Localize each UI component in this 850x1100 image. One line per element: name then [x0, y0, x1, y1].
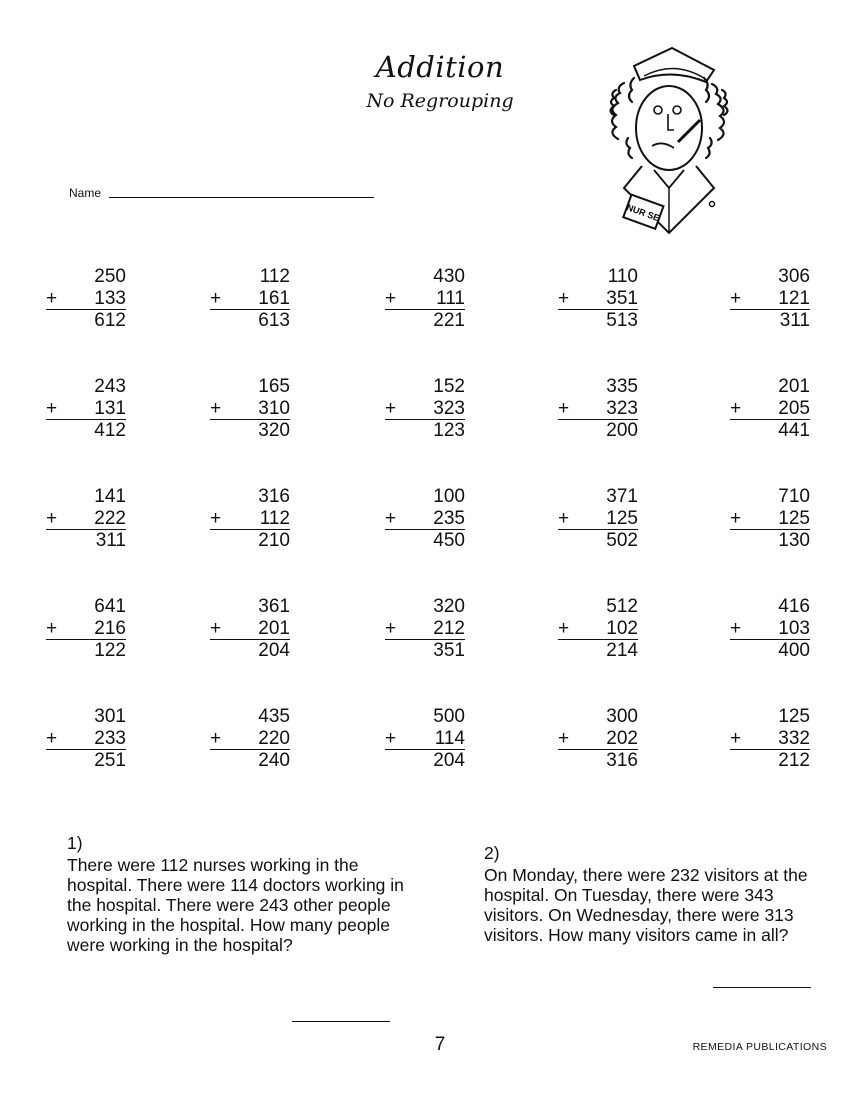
addend-top: 320	[433, 596, 465, 617]
addend-bottom-row	[46, 398, 126, 420]
addend-bottom: 112	[259, 508, 290, 529]
addend-top: 500	[433, 706, 465, 727]
addition-problem	[385, 706, 465, 772]
answer[interactable]: 441	[730, 419, 810, 442]
answer[interactable]: 221	[385, 309, 465, 332]
addend-bottom: 222	[94, 508, 126, 529]
plus-sign: +	[46, 508, 58, 529]
answer[interactable]: 122	[46, 639, 126, 662]
addition-problem	[558, 596, 638, 662]
addend-bottom: 202	[606, 728, 638, 749]
addend-bottom: 102	[606, 618, 638, 639]
name-label: Name	[69, 186, 102, 200]
answer[interactable]: 130	[730, 529, 810, 552]
addend-top: 335	[606, 376, 638, 397]
addition-problem	[385, 486, 465, 552]
addend-top: 301	[94, 706, 126, 727]
answer-line-2[interactable]	[713, 987, 811, 988]
addition-problem	[385, 266, 465, 332]
plus-sign: +	[46, 618, 58, 639]
addition-problem	[730, 266, 810, 332]
addend-bottom: 216	[94, 618, 126, 639]
addend-top: 152	[433, 376, 465, 397]
addend-bottom: 220	[258, 728, 290, 749]
answer[interactable]: 214	[558, 639, 638, 662]
addition-problem	[730, 706, 810, 772]
addend-bottom: 233	[94, 728, 126, 749]
addition-problem	[210, 596, 290, 662]
addend-top: 243	[94, 376, 126, 397]
answer[interactable]: 400	[730, 639, 810, 662]
addend-top: 250	[94, 266, 126, 287]
addend-top: 201	[778, 376, 810, 397]
plus-sign: +	[385, 288, 397, 309]
answer[interactable]: 123	[385, 419, 465, 442]
answer-line-1[interactable]	[292, 1021, 390, 1022]
addend-bottom: 323	[433, 398, 465, 419]
addend-bottom-row	[210, 398, 290, 420]
addend-top: 371	[606, 486, 638, 507]
addend-bottom-row	[385, 398, 465, 420]
addition-problem	[558, 706, 638, 772]
word-problem-number: 1)	[67, 833, 83, 853]
addend-top: 141	[94, 486, 126, 507]
word-problem-1	[67, 833, 407, 955]
addition-problem	[730, 376, 810, 442]
answer[interactable]: 240	[210, 749, 290, 772]
plus-sign: +	[46, 288, 58, 309]
addition-problem	[210, 706, 290, 772]
name-field[interactable]	[69, 184, 374, 202]
addend-bottom-row	[558, 288, 638, 310]
answer[interactable]: 613	[210, 309, 290, 332]
word-problem-2	[484, 843, 824, 945]
addend-bottom-row	[558, 728, 638, 750]
answer[interactable]: 204	[385, 749, 465, 772]
plus-sign: +	[210, 288, 222, 309]
addend-bottom-row	[46, 728, 126, 750]
addend-bottom: 125	[778, 508, 810, 529]
addend-top: 125	[778, 706, 810, 727]
addend-bottom-row	[210, 288, 290, 310]
addend-bottom: 235	[433, 508, 465, 529]
answer[interactable]: 200	[558, 419, 638, 442]
name-line[interactable]	[109, 197, 374, 198]
answer[interactable]: 311	[46, 529, 126, 552]
addend-bottom: 133	[94, 288, 126, 309]
addition-problem	[46, 376, 126, 442]
answer[interactable]: 311	[730, 309, 810, 332]
addend-bottom: 323	[606, 398, 638, 419]
addend-bottom: 201	[258, 618, 290, 639]
addend-top: 100	[433, 486, 465, 507]
addend-bottom-row	[730, 618, 810, 640]
plus-sign: +	[210, 398, 222, 419]
answer[interactable]: 351	[385, 639, 465, 662]
addend-top: 110	[607, 266, 638, 287]
addition-problem	[730, 596, 810, 662]
plus-sign: +	[210, 728, 222, 749]
addend-bottom-row	[730, 728, 810, 750]
addend-bottom-row	[210, 728, 290, 750]
answer[interactable]: 210	[210, 529, 290, 552]
plus-sign: +	[730, 618, 742, 639]
plus-sign: +	[385, 728, 397, 749]
addend-top: 300	[606, 706, 638, 727]
plus-sign: +	[558, 508, 570, 529]
answer[interactable]: 204	[210, 639, 290, 662]
addend-top: 112	[259, 266, 290, 287]
addend-bottom-row	[730, 508, 810, 530]
plus-sign: +	[210, 508, 222, 529]
plus-sign: +	[385, 398, 397, 419]
addend-bottom-row	[385, 728, 465, 750]
addend-bottom-row	[210, 618, 290, 640]
plus-sign: +	[730, 728, 742, 749]
addend-bottom: 103	[778, 618, 810, 639]
addition-problem	[385, 596, 465, 662]
addend-top: 435	[258, 706, 290, 727]
addend-bottom-row	[730, 398, 810, 420]
addend-bottom: 205	[778, 398, 810, 419]
word-problem-text: On Monday, there were 232 visitors at the hospital. On Tuesday, there were 343 visitors. On Wednesday, there were 313 visitors. How many visitors came in all?	[484, 865, 808, 945]
plus-sign: +	[46, 398, 58, 419]
answer[interactable]: 612	[46, 309, 126, 332]
addend-bottom-row	[46, 508, 126, 530]
plus-sign: +	[730, 398, 742, 419]
addend-bottom-row	[385, 618, 465, 640]
addition-problem	[46, 486, 126, 552]
addend-top: 361	[258, 596, 290, 617]
addend-bottom: 161	[258, 288, 290, 309]
addition-problem	[210, 486, 290, 552]
addend-bottom: 310	[258, 398, 290, 419]
addition-problem	[46, 596, 126, 662]
addition-problem	[210, 376, 290, 442]
addend-top: 316	[258, 486, 290, 507]
addend-top: 430	[433, 266, 465, 287]
plus-sign: +	[558, 728, 570, 749]
addend-bottom: 121	[778, 288, 810, 309]
answer[interactable]: 212	[730, 749, 810, 772]
addition-problem	[558, 266, 638, 332]
answer[interactable]: 502	[558, 529, 638, 552]
answer[interactable]: 513	[558, 309, 638, 332]
addition-problem	[730, 486, 810, 552]
page-number: 7	[434, 1034, 446, 1055]
plus-sign: +	[730, 508, 742, 529]
addend-bottom: 332	[778, 728, 810, 749]
answer[interactable]: 320	[210, 419, 290, 442]
answer[interactable]: 412	[46, 419, 126, 442]
addend-bottom: 114	[434, 728, 465, 749]
addend-bottom: 212	[433, 618, 465, 639]
plus-sign: +	[385, 618, 397, 639]
addend-bottom: 131	[94, 398, 126, 419]
plus-sign: +	[730, 288, 742, 309]
addend-top: 512	[606, 596, 638, 617]
plus-sign: +	[558, 288, 570, 309]
addend-bottom: 111	[436, 288, 465, 309]
addition-problem	[558, 486, 638, 552]
addend-bottom-row	[385, 508, 465, 530]
addend-top: 641	[94, 596, 126, 617]
plus-sign: +	[558, 618, 570, 639]
addition-problem	[210, 266, 290, 332]
addition-problem	[385, 376, 465, 442]
page-title: Addition	[375, 50, 505, 84]
addend-bottom-row	[46, 288, 126, 310]
plus-sign: +	[558, 398, 570, 419]
addend-bottom: 125	[606, 508, 638, 529]
addend-bottom-row	[46, 618, 126, 640]
addend-bottom-row	[385, 288, 465, 310]
plus-sign: +	[210, 618, 222, 639]
badge-text: NUR SE	[625, 202, 661, 224]
addend-bottom-row	[558, 618, 638, 640]
addend-bottom-row	[730, 288, 810, 310]
addend-bottom-row	[210, 508, 290, 530]
word-problem-number: 2)	[484, 843, 500, 863]
addend-top: 710	[778, 486, 810, 507]
addend-top: 306	[778, 266, 810, 287]
answer[interactable]: 316	[558, 749, 638, 772]
addition-problem	[558, 376, 638, 442]
plus-sign: +	[385, 508, 397, 529]
addend-top: 416	[778, 596, 810, 617]
nurse-illustration	[594, 38, 744, 238]
word-problem-text: There were 112 nurses working in the hospital. There were 114 doctors working in the hospital. There were 243 other people working in the hospital. How many people were working in the hospital?	[67, 855, 404, 955]
answer[interactable]: 450	[385, 529, 465, 552]
addend-bottom-row	[558, 508, 638, 530]
addition-problem	[46, 706, 126, 772]
answer[interactable]: 251	[46, 749, 126, 772]
plus-sign: +	[46, 728, 58, 749]
page-subtitle: No Regrouping	[366, 90, 514, 112]
addition-problem	[46, 266, 126, 332]
addend-bottom-row	[558, 398, 638, 420]
addend-top: 165	[258, 376, 290, 397]
addend-bottom: 351	[606, 288, 638, 309]
publisher-label: REMEDIA PUBLICATIONS	[692, 1041, 827, 1053]
